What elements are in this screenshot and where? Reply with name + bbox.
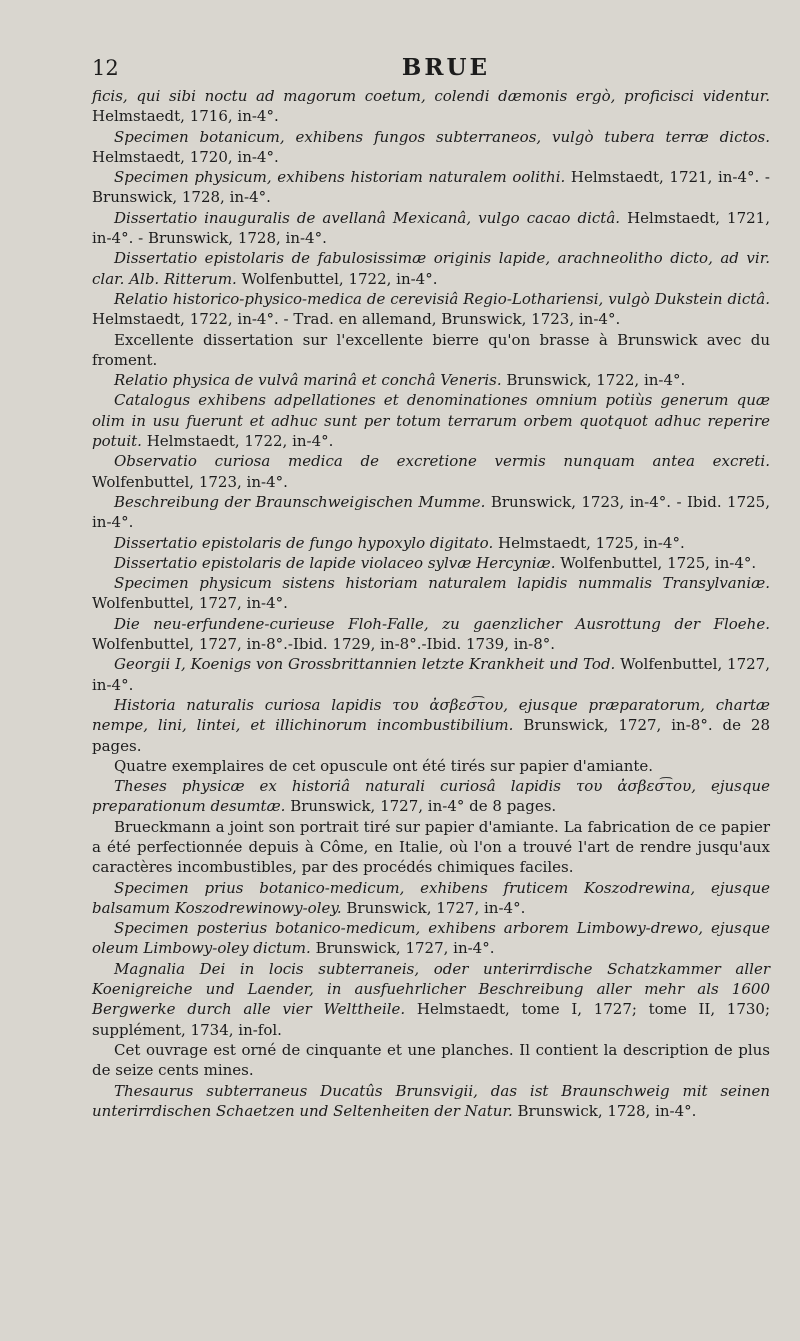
bibliography-note <box>92 330 770 371</box>
running-head: BRUE <box>401 54 491 81</box>
bibliography-entry <box>92 167 770 208</box>
bibliography-entry <box>92 614 770 655</box>
entry-title: Magnalia Dei in locis subterraneis, oder unterirrdische Schatzkammer aller Koenigreiche und Laender, in ausfuehrlicher Beschreibung aller mehr als 1600 Bergwerke durch alle vier Welttheile. <box>92 959 770 1019</box>
entry-imprint: Helmstaedt, tome I, 1727; tome II, 1730; supplément, 1734, in-fol. <box>92 1000 771 1039</box>
entry-title: Thesaurus subterraneus Ducatûs Brunsvigii, das ist Braunschweig mit seinen unterirrdischen Schaetzen und Seltenheiten der Natur. <box>92 1081 770 1120</box>
entry-title: Specimen physicum, exhibens historiam naturalem oolithi. <box>114 168 566 187</box>
entry-title: Observatio curiosa medica de excretione vermis nunquam antea excreti. <box>114 452 770 471</box>
entry-title: Specimen physicum sistens historiam naturalem lapidis nummalis Transylvaniæ. <box>114 574 770 593</box>
entry-title: Historia naturalis curiosa lapidis του ἀσβεσ͡του, ejusque præparatorum, chartæ nempe, lini, lintei, et illichinorum incombustibilium. <box>92 695 770 735</box>
entry-note: Quatre exemplaires de cet opuscule ont été tirés sur papier d'amiante. <box>114 756 654 775</box>
entry-imprint: Brunswick, 1727, in-4°. <box>341 898 526 917</box>
bibliography-entry <box>92 86 770 127</box>
entry-imprint: Wolfenbuttel, 1727, in-4°. <box>92 655 770 694</box>
entry-title: Beschreibung der Braunschweigischen Mumme. <box>114 492 486 511</box>
entry-imprint: Helmstaedt, 1721, in-4°. - Brunswick, 1728, in-4°. <box>92 208 770 248</box>
entry-note: Brueckmann a joint son portrait tiré sur papier d'amiante. La fabrication de ce papier a été perfectionnée depuis à Côme, en Italie, où l'on a trouvé l'art de rendre jusqu'aux caractères incombustibles, par des procédés chimiques faciles. <box>92 817 770 877</box>
entry-imprint: Helmstaedt, 1720, in-4°. <box>92 147 279 166</box>
entry-title: Die neu-erfundene-curieuse Floh-Falle, zu gaenzlicher Ausrottung der Floehe. <box>114 614 770 633</box>
entry-imprint: Wolfenbuttel, 1727, in-4°. <box>92 594 288 613</box>
entry-title: Specimen posterius botanico-medicum, exhibens arborem Limbowy-drewo, ejusque oleum Limbowy-oley dictum. <box>92 919 770 958</box>
bibliography-entry <box>92 1081 770 1122</box>
bibliography-note <box>92 817 770 878</box>
bibliography-entry <box>92 451 770 492</box>
entry-title: Georgii I, Koenigs von Grossbrittannien letzte Krankheit und Tod. <box>114 655 616 674</box>
page-header <box>92 52 770 86</box>
entry-title: Relatio historico-physico-medica de cerevisiâ Regio-Lothariensi, vulgò Dukstein dictâ. <box>114 289 770 308</box>
bibliography-entry <box>92 208 770 249</box>
entry-imprint: Helmstaedt, 1716, in-4°. <box>92 107 279 126</box>
entry-title: Specimen prius botanico-medicum, exhibens fruticem Koszodrewina, ejusque balsamum Koszodrewinowy-oley. <box>92 878 770 917</box>
entry-title: Catalogus exhibens adpellationes et denominationes omnium potiùs generum quæ olim in usu fuerunt et adhuc sunt per totum terrarum orbem quotquot adhuc reperire potuit. <box>92 391 770 451</box>
entry-imprint: Helmstaedt, 1722, in-4°. - Trad. en allemand, Brunswick, 1723, in-4°. <box>92 310 621 329</box>
bibliography-entry <box>92 695 770 756</box>
entry-imprint: Brunswick, 1727, in-4°. <box>310 939 495 958</box>
bibliography-entry <box>92 127 770 168</box>
bibliography-entry <box>92 289 770 330</box>
page-number: 12 <box>92 56 119 80</box>
entry-imprint: Brunswick, 1727, in-4° de 8 pages. <box>285 797 557 816</box>
entry-title: Theses physicæ ex historiâ naturali curiosâ lapidis του ἀσβεσ͡του, ejusque preparationum desumtæ. <box>92 777 770 816</box>
bibliography-entry <box>92 776 770 817</box>
entry-imprint: Helmstaedt, 1722, in-4°. <box>141 432 334 451</box>
bibliography-entry <box>92 654 770 695</box>
entry-imprint: Brunswick, 1727, in-8°. de 28 pages. <box>92 716 770 755</box>
bibliography-entry <box>92 878 770 919</box>
bibliography-note <box>92 1040 770 1081</box>
entry-imprint: Wolfenbuttel, 1727, in-8°.-Ibid. 1729, in-8°.-Ibid. 1739, in-8°. <box>92 635 556 654</box>
entry-imprint: Brunswick, 1722, in-4°. <box>501 371 686 390</box>
entry-imprint: Helmstaedt, 1721, in-4°. - Brunswick, 1728, in-4°. <box>92 168 770 207</box>
bibliography-entry <box>92 492 770 533</box>
entry-imprint: Helmstaedt, 1725, in-4°. <box>493 533 685 552</box>
entry-title: Dissertatio epistolaris de fungo hypoxylo digitato. <box>114 533 494 552</box>
entry-title: ficis, qui sibi noctu ad magorum coetum, colendi dæmonis ergò, proficisci videntur. <box>92 87 770 105</box>
entry-imprint: Wolfenbuttel, 1722, in-4°. <box>236 269 438 288</box>
entry-title: Dissertatio inauguralis de avellanâ Mexicanâ, vulgo cacao dictâ. <box>114 208 621 227</box>
bibliography-list <box>92 86 770 1121</box>
entry-title: Relatio physica de vulvâ marinâ et conchâ Veneris. <box>114 371 502 390</box>
entry-imprint: Wolfenbuttel, 1723, in-4°. <box>92 472 288 491</box>
entry-note: Cet ouvrage est orné de cinquante et une planches. Il contient la description de plus de seize cents mines. <box>92 1040 770 1080</box>
entry-note: Excellente dissertation sur l'excellente bierre qu'on brasse à Brunswick avec du froment. <box>92 330 770 369</box>
bibliography-note <box>92 756 770 776</box>
entry-imprint: Brunswick, 1723, in-4°. - Ibid. 1725, in-4°. <box>92 492 770 532</box>
bibliography-entry <box>92 248 770 289</box>
bibliography-entry <box>92 959 770 1040</box>
bibliography-entry <box>92 533 770 553</box>
entry-title: Specimen botanicum, exhibens fungos subterraneos, vulgò tubera terræ dictos. <box>114 127 770 146</box>
entry-title: Dissertatio epistolaris de lapide violaceo sylvæ Hercyniæ. <box>114 553 556 572</box>
entry-imprint: Wolfenbuttel, 1725, in-4°. <box>555 553 757 572</box>
bibliography-entry <box>92 370 770 390</box>
bibliography-entry <box>92 573 770 614</box>
bibliography-entry <box>92 553 770 573</box>
bibliography-entry <box>92 918 770 959</box>
entry-imprint: Brunswick, 1728, in-4°. <box>512 1101 697 1120</box>
bibliography-entry <box>92 390 770 451</box>
entry-title: Dissertatio epistolaris de fabulosissimæ originis lapide, arachneolitho dicto, ad vir. clar. Alb. Ritterum. <box>92 249 770 288</box>
